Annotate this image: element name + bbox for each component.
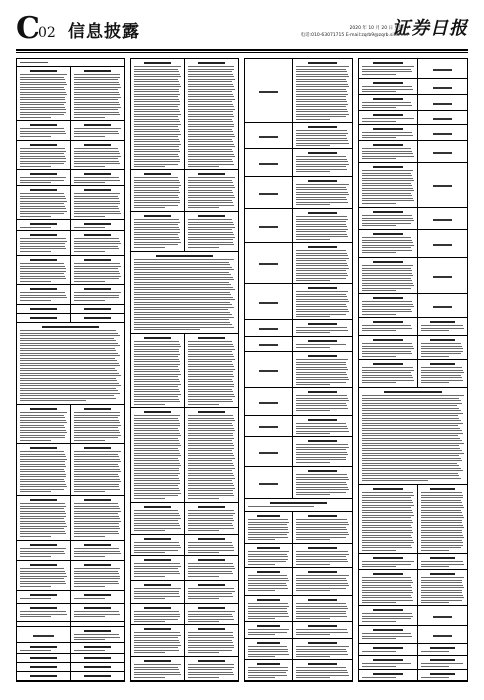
table-cell: [245, 123, 293, 149]
table-cell: [185, 581, 238, 604]
table-cell: [71, 541, 124, 561]
table-cell: [293, 59, 352, 123]
table-cell: [293, 320, 352, 337]
table-cell: [293, 149, 352, 177]
column-heading-strip: [17, 59, 124, 67]
table-cell: [418, 644, 467, 656]
table-cell: [245, 467, 293, 499]
table-cell: [131, 59, 185, 170]
table-cell: [71, 663, 124, 672]
table-cell: [71, 170, 124, 186]
table-cell: [418, 163, 467, 208]
table-cell: [17, 672, 71, 681]
table-cell: [359, 163, 418, 208]
table-cell: [359, 485, 418, 554]
section-number: 02: [38, 25, 56, 41]
table-cell: [418, 554, 467, 570]
table-cell: [17, 591, 71, 604]
table-cell: [293, 568, 352, 596]
table-cell: [17, 285, 71, 305]
table-cell: [185, 535, 238, 556]
table-cell: [185, 657, 238, 681]
table-cell: [17, 256, 71, 285]
table-cell: [17, 604, 71, 622]
issue-date: 2020 年 10 月 20 日 星期六: [349, 26, 408, 31]
table-cell: [71, 256, 124, 285]
section-letter: C: [16, 11, 40, 46]
table-cell: [17, 643, 71, 654]
column-3: [244, 58, 353, 682]
table-cell: [418, 656, 467, 670]
table-cell: [71, 314, 124, 323]
table-cell: [71, 141, 124, 170]
table-cell: [185, 408, 238, 503]
table-cell: [418, 294, 467, 318]
table-cell: [359, 360, 418, 388]
table-cell: [293, 123, 352, 149]
table-cell: [17, 220, 71, 231]
table-cell: [245, 499, 352, 512]
table-cell: [293, 639, 352, 660]
table-cell: [245, 59, 293, 123]
table-cell: [131, 212, 185, 252]
table-cell: [359, 258, 418, 294]
table-cell: [17, 541, 71, 561]
table-cell: [245, 177, 293, 209]
table-cell: [185, 59, 238, 170]
table-cell: [185, 212, 238, 252]
column-4: [358, 58, 468, 682]
table-cell: [293, 284, 352, 320]
table-cell: [131, 503, 185, 535]
table-cell: [17, 141, 71, 170]
table-cell: [17, 186, 71, 220]
table-cell: [245, 352, 293, 388]
table-cell: [245, 596, 293, 622]
table-cell: [17, 496, 71, 541]
table-cell: [17, 663, 71, 672]
table-cell: [359, 606, 418, 626]
table-cell: [131, 556, 185, 581]
table-cell: [418, 59, 467, 79]
table-cell: [359, 656, 418, 670]
table-cell: [131, 535, 185, 556]
table-cell: [293, 388, 352, 416]
table-cell: [17, 444, 71, 496]
table-cell: [293, 512, 352, 544]
masthead-rule-thin: [16, 52, 468, 53]
table-cell: [293, 337, 352, 352]
table-cell: [418, 606, 467, 626]
table-cell: [17, 170, 71, 186]
table-cell: [418, 318, 467, 336]
table-cell: [71, 496, 124, 541]
table-cell: [418, 208, 467, 230]
table-cell: [71, 444, 124, 496]
table-cell: [71, 643, 124, 654]
table-cell: [418, 336, 467, 360]
table-cell: [359, 111, 418, 125]
table-cell: [359, 644, 418, 656]
table-cell: [418, 258, 467, 294]
table-cell: [245, 209, 293, 243]
table-cell: [359, 626, 418, 644]
table-cell: [131, 625, 185, 657]
table-cell: [359, 208, 418, 230]
table-cell: [131, 657, 185, 681]
table-cell: [245, 337, 293, 352]
table-cell: [245, 660, 293, 681]
table-cell: [359, 79, 418, 95]
table-cell: [17, 121, 71, 141]
column-1: [16, 58, 125, 682]
table-cell: [185, 604, 238, 625]
table-cell: [71, 627, 124, 643]
table-cell: [131, 334, 185, 408]
table-cell: [245, 284, 293, 320]
table-cell: [17, 654, 71, 663]
table-cell: [131, 252, 238, 334]
table-cell: [418, 230, 467, 258]
table-cell: [17, 305, 71, 314]
table-cell: [185, 625, 238, 657]
table-cell: [71, 591, 124, 604]
table-cell: [418, 485, 467, 554]
table-cell: [245, 388, 293, 416]
table-cell: [17, 405, 71, 444]
table-cell: [71, 67, 124, 121]
masthead: [16, 11, 468, 48]
table-cell: [245, 512, 293, 544]
table-cell: [359, 294, 418, 318]
table-cell: [17, 627, 71, 643]
table-cell: [293, 177, 352, 209]
table-cell: [418, 360, 467, 388]
table-cell: [359, 554, 418, 570]
section-title: 信息披露: [68, 22, 140, 42]
table-cell: [245, 416, 293, 437]
column-2: [130, 58, 239, 682]
table-cell: [71, 186, 124, 220]
table-cell: [359, 59, 418, 79]
contact-line: 电话:010-63071715 E-mail:zqrb9@zqrb.sina.net: [300, 33, 408, 38]
table-cell: [245, 243, 293, 284]
table-cell: [245, 437, 293, 467]
table-cell: [185, 556, 238, 581]
table-cell: [71, 604, 124, 622]
table-cell: [293, 416, 352, 437]
table-cell: [293, 209, 352, 243]
table-cell: [71, 672, 124, 681]
table-cell: [359, 670, 418, 681]
table-cell: [71, 285, 124, 305]
table-cell: [359, 141, 418, 163]
table-cell: [131, 170, 185, 212]
table-cell: [359, 336, 418, 360]
table-cell: [17, 231, 71, 256]
table-cell: [71, 561, 124, 591]
table-cell: [71, 121, 124, 141]
table-cell: [245, 622, 293, 639]
table-cell: [71, 231, 124, 256]
table-cell: [17, 67, 71, 121]
table-cell: [418, 95, 467, 111]
table-cell: [245, 639, 293, 660]
table-cell: [293, 437, 352, 467]
table-cell: [71, 220, 124, 231]
table-cell: [359, 570, 418, 606]
table-cell: [71, 654, 124, 663]
table-cell: [185, 170, 238, 212]
table-cell: [293, 660, 352, 681]
table-cell: [359, 388, 467, 485]
table-cell: [185, 334, 238, 408]
table-cell: [131, 408, 185, 503]
table-cell: [418, 626, 467, 644]
masthead-rule: [16, 49, 468, 51]
table-cell: [293, 352, 352, 388]
table-cell: [245, 544, 293, 568]
table-cell: [245, 149, 293, 177]
table-cell: [359, 125, 418, 141]
table-cell: [418, 570, 467, 606]
table-cell: [131, 581, 185, 604]
table-cell: [245, 320, 293, 337]
table-cell: [359, 318, 418, 336]
table-cell: [293, 243, 352, 284]
table-cell: [71, 305, 124, 314]
table-cell: [17, 314, 71, 323]
table-cell: [131, 604, 185, 625]
table-cell: [418, 141, 467, 163]
table-cell: [17, 323, 124, 405]
table-cell: [245, 568, 293, 596]
newspaper-logo: 证券日报: [392, 18, 468, 39]
table-cell: [293, 467, 352, 499]
table-cell: [293, 596, 352, 622]
table-cell: [359, 95, 418, 111]
table-cell: [71, 405, 124, 444]
table-cell: [293, 544, 352, 568]
table-cell: [17, 561, 71, 591]
table-cell: [418, 670, 467, 681]
table-cell: [418, 111, 467, 125]
table-cell: [293, 622, 352, 639]
table-cell: [359, 230, 418, 258]
table-cell: [185, 503, 238, 535]
table-cell: [418, 125, 467, 141]
table-cell: [418, 79, 467, 95]
